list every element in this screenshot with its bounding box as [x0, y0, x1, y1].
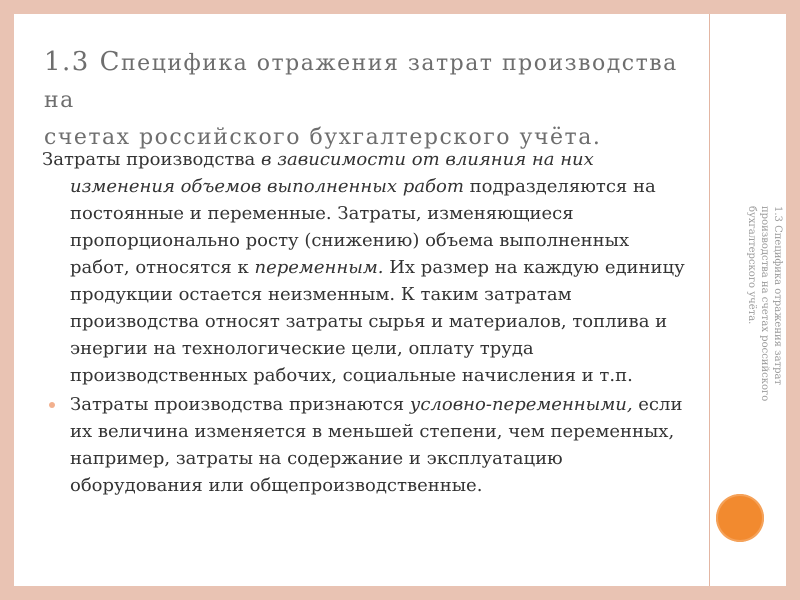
slide-title	[44, 44, 684, 156]
paragraph-1	[42, 146, 692, 389]
slide-title-line1: пецифика отражения затрат производства на	[44, 51, 678, 113]
sidebar-divider	[709, 14, 710, 586]
bullet-item	[42, 391, 692, 499]
side-caption: 1.3 Специфика отражения затрат производства на счетах российского бухгалтерского учёта.	[746, 206, 783, 402]
paragraph-1-text-c: Их размер на каждую единицу продукции остается неизменным. К таким затратам производства относят затраты сырья и материалов, топлива и энергии на технологические цели, оплату труда производственных рабочих, социальные начисления и т.п.	[70, 257, 685, 386]
slide-body	[42, 146, 692, 499]
decorative-circle-icon	[716, 494, 764, 542]
paragraph-1-emphasis-a: в зависимости от влияния на них изменения объемов выполненных работ	[70, 149, 594, 197]
paragraph-1-text-b: подразделяются на постоянные и переменные. Затраты, изменяющиеся пропорционально росту (снижению) объема выполненных работ, относятся к	[70, 176, 656, 278]
paragraph-2-text-a: Затраты производства признаются	[70, 394, 410, 415]
paragraph-2-text-b: если их величина изменяется в меньшей степени, чем переменных, например, затраты на содержание и эксплуатацию оборудования или общепроизводственные.	[70, 394, 683, 496]
slide-title-line2: счетах российского бухгалтерского учёта.	[44, 125, 602, 150]
paragraph-2-emphasis: условно-переменными,	[409, 394, 633, 415]
paragraph-1-text-a: Затраты производства	[42, 149, 262, 170]
bullet-dot-icon	[49, 402, 55, 408]
slide-title-lead: 1.3 С	[44, 47, 122, 77]
paragraph-1-emphasis-b: переменным.	[254, 257, 384, 278]
